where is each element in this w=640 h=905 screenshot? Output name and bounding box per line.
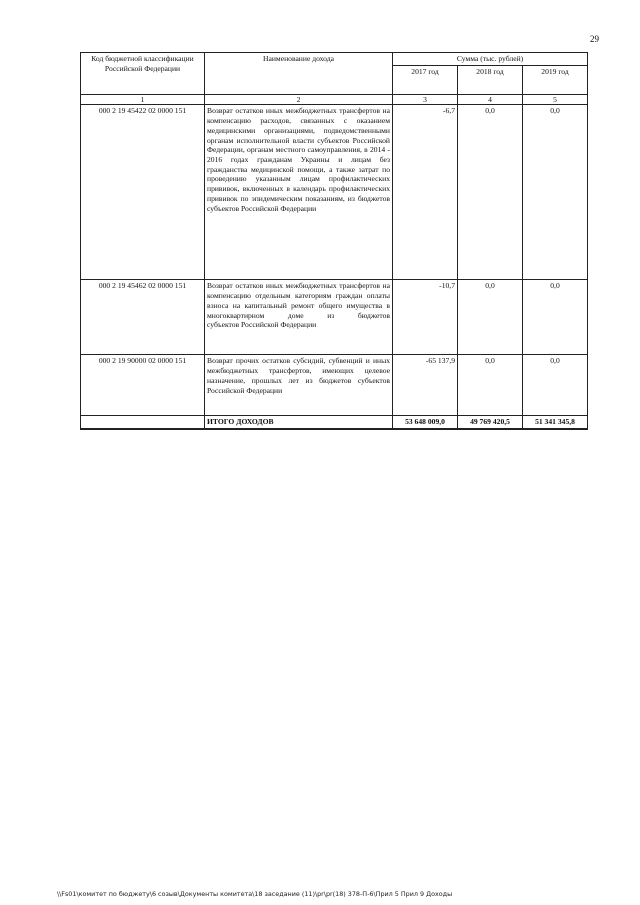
column-number: 5 xyxy=(523,94,588,105)
row-value-2019: 0,0 xyxy=(523,280,588,355)
header-year-2019: 2019 год xyxy=(523,65,588,94)
header-year-2018: 2018 год xyxy=(458,65,523,94)
column-numbers-row xyxy=(81,94,588,105)
row-name xyxy=(205,280,393,355)
header-code: Код бюджетной классификации Российской Федерации xyxy=(81,53,205,95)
total-code-empty xyxy=(81,416,205,429)
page-number: 29 xyxy=(590,34,599,44)
table-row xyxy=(81,280,588,355)
row-value-2018: 0,0 xyxy=(458,105,523,280)
file-path-footer: \\Fs01\комитет по бюджету\6 созыв\Документы комитета\18 заседание (11)\pr\pr(18) 378-П-6\Прил 5 Прил 9 Доходы xyxy=(57,890,453,898)
column-number: 4 xyxy=(458,94,523,105)
row-value-2017: -10,7 xyxy=(393,280,458,355)
table-row xyxy=(81,105,588,280)
row-value-2019: 0,0 xyxy=(523,105,588,280)
column-number: 2 xyxy=(205,94,393,105)
row-value-2017: -6,7 xyxy=(393,105,458,280)
row-value-2019: 0,0 xyxy=(523,355,588,416)
row-name-last-line: Российской Федерации xyxy=(207,385,283,395)
column-number: 3 xyxy=(393,94,458,105)
total-value-2017: 53 648 009,0 xyxy=(393,416,458,429)
row-name-text: Возврат прочих остатков субсидий, субвенций и иных межбюджетных трансфертов, имеющих целевое назначение, прошлых лет из бюджетов субъектов xyxy=(207,356,390,385)
row-name xyxy=(205,355,393,416)
total-label: ИТОГО ДОХОДОВ xyxy=(205,416,393,429)
total-row xyxy=(81,416,588,429)
column-number: 1 xyxy=(81,94,205,105)
total-value-2019: 51 341 345,8 xyxy=(523,416,588,429)
total-value-2018: 49 769 420,5 xyxy=(458,416,523,429)
table-row xyxy=(81,355,588,416)
revenue-table xyxy=(80,52,588,430)
row-name-last-line: субъектов Российской Федерации xyxy=(207,203,317,213)
row-name-last-line: субъектов Российской Федерации xyxy=(207,320,317,330)
header-sum: Сумма (тыс. рублей) xyxy=(393,53,588,66)
row-value-2018: 0,0 xyxy=(458,280,523,355)
row-value-2017: -65 137,9 xyxy=(393,355,458,416)
header-year-2017: 2017 год xyxy=(393,65,458,94)
row-code: 000 2 19 90000 02 0000 151 xyxy=(81,355,205,416)
row-code: 000 2 19 45422 02 0000 151 xyxy=(81,105,205,280)
row-code: 000 2 19 45462 02 0000 151 xyxy=(81,280,205,355)
header-name: Наименование дохода xyxy=(205,53,393,95)
row-name xyxy=(205,105,393,280)
row-value-2018: 0,0 xyxy=(458,355,523,416)
row-name-text: Возврат остатков иных межбюджетных трансфертов на компенсацию расходов, связанных с оказанием медицинскими организациями, подведомственными органам исполнительной власти субъектов Российской Федерации, органам местного самоуправления, в 2014 - 2016 годах гражданам Украины и лицам без гражданства медицинской помощи, а также затрат по проведению указанным лицам профилактических прививок, включенных в календарь профилактических прививок по эпидемическим показаниям, из бюджетов xyxy=(207,106,390,203)
row-name-text: Возврат остатков иных межбюджетных трансфертов на компенсацию отдельным категориям граждан оплаты взноса на капитальный ремонт общего имущества в многоквартирном доме из бюджетов xyxy=(207,281,390,320)
